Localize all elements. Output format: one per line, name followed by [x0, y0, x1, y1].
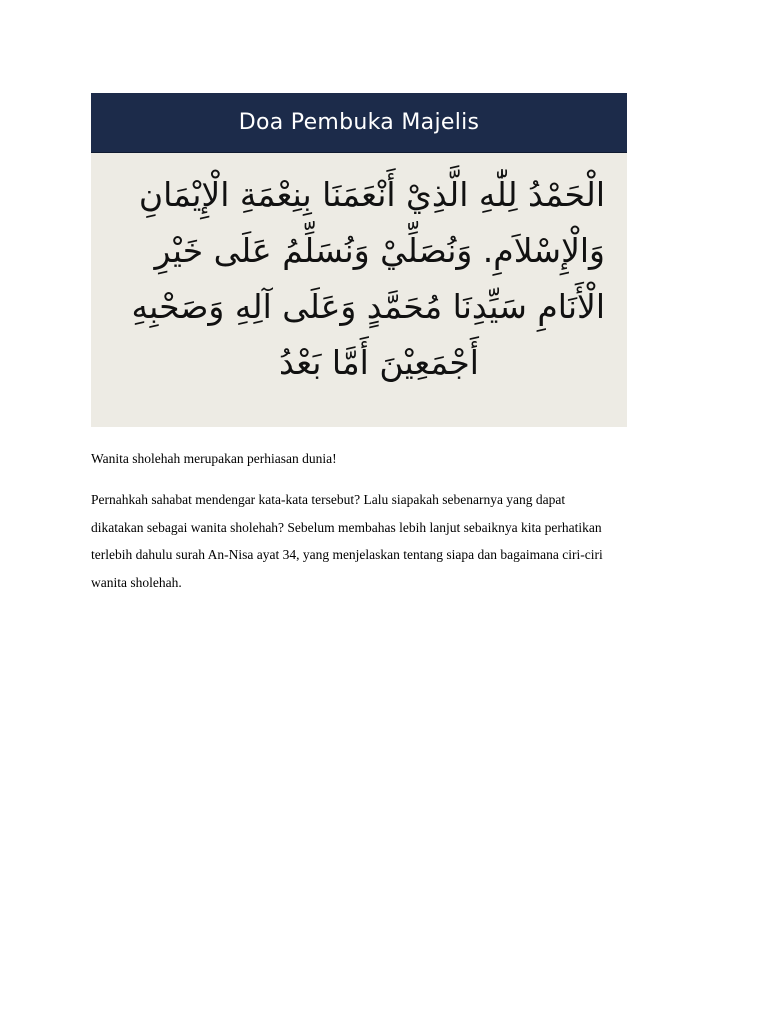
arabic-line: أَجْمَعِيْنَ أَمَّا بَعْدُ [279, 343, 479, 382]
arabic-line: الْحَمْدُ لِلّٰهِ الَّذِيْ أَنْعَمَنَا بِنِعْمَةِ الْإِيْمَانِ [138, 175, 605, 214]
doa-image [91, 93, 627, 427]
doa-header [91, 93, 627, 153]
doa-title: Doa Pembuka Majelis [238, 110, 480, 135]
body-line: Pernahkah sahabat mendengar kata-kata tersebut? Lalu siapakah sebenarnya yang dapat [91, 492, 566, 507]
doa-arabic-text [91, 153, 627, 391]
body-line: wanita sholehah. [91, 574, 182, 590]
intro-paragraph: Wanita sholehah merupakan perhiasan dunia! [91, 451, 337, 466]
body-line: dikatakan sebagai wanita sholehah? Sebelum membahas lebih lanjut sebaiknya kita perhatikan [91, 519, 602, 535]
arabic-line: وَالْإِسْلاَمِ. وَنُصَلِّيْ وَنُسَلِّمُ عَلَى خَيْرِ [154, 231, 605, 270]
body-line: terlebih dahulu surah An-Nisa ayat 34, yang menjelaskan tentang siapa dan bagaimana ciri-ciri [91, 547, 603, 562]
body-paragraph [91, 486, 677, 596]
arabic-line: الْأَنَامِ سَيِّدِنَا مُحَمَّدٍ وَعَلَى آلِهِ وَصَحْبِهِ [131, 287, 605, 326]
